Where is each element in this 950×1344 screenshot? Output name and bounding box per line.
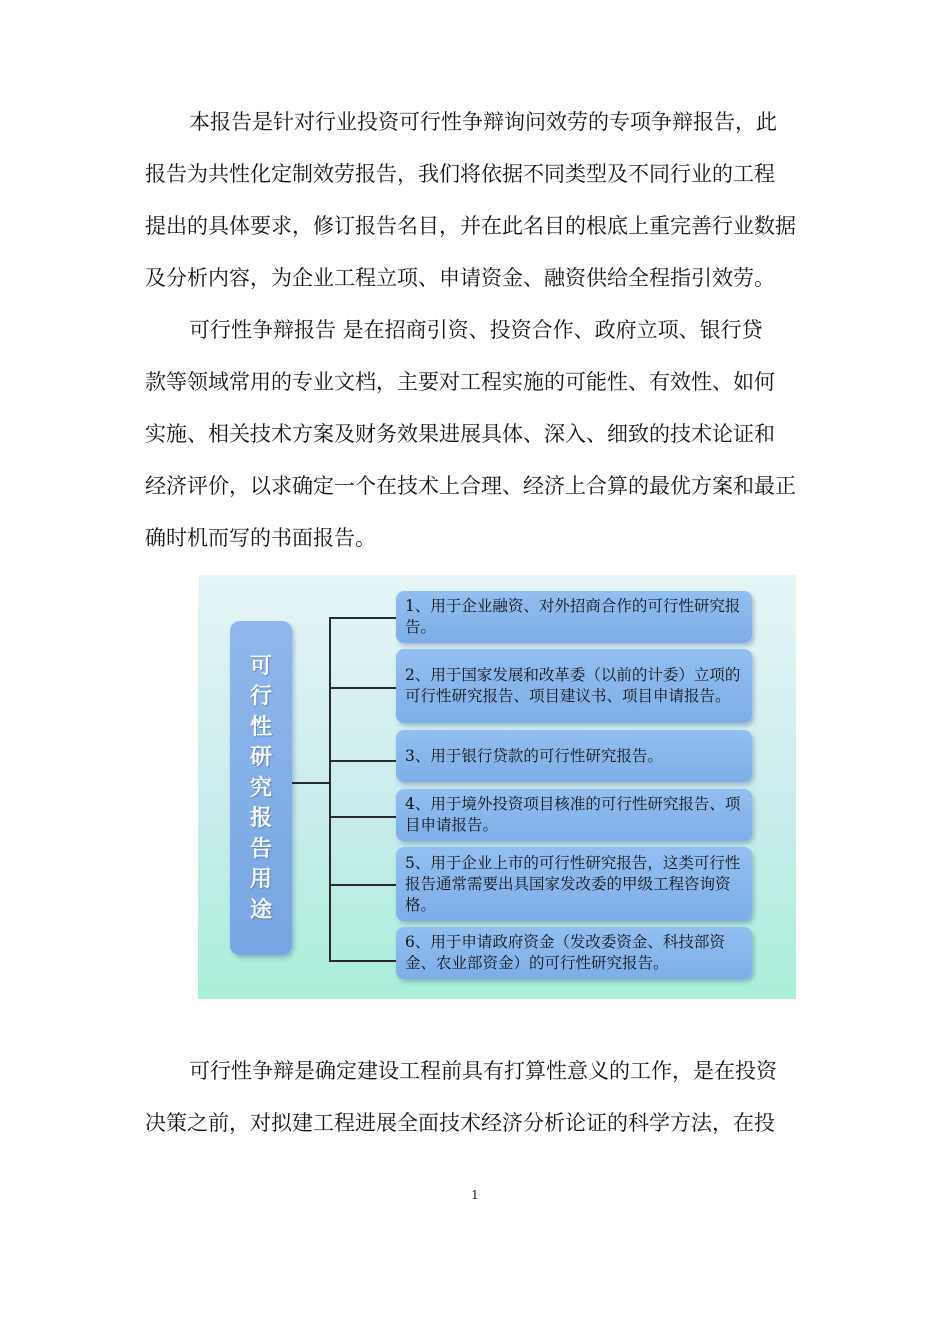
paragraph-1 bbox=[145, 96, 817, 304]
diagram-item-text: 4、用于境外投资项目核准的可行性研究报告、项目申请报告。 bbox=[405, 795, 741, 834]
vertical-label-char: 告 bbox=[249, 835, 272, 862]
diagram-item-text: 1、用于企业融资、对外招商合作的可行性研究报告。 bbox=[405, 597, 741, 636]
connector-branch bbox=[329, 760, 397, 762]
connector-branch bbox=[329, 960, 397, 962]
paragraph-1-line: 及分析内容，为企业工程立项、申请资金、融资供给全程指引效劳。 bbox=[145, 266, 775, 290]
paragraph-2-line: 款等领域常用的专业文档，主要对工程实施的可能性、有效性、如何 bbox=[145, 370, 775, 394]
connector-horizontal bbox=[292, 782, 330, 784]
connector-branch bbox=[329, 884, 397, 886]
vertical-label-char: 研 bbox=[249, 744, 272, 771]
diagram-item-3 bbox=[396, 730, 752, 782]
paragraph-1-line: 报告为共性化定制效劳报告，我们将依据不同类型及不同行业的工程 bbox=[145, 162, 775, 186]
diagram-item-5 bbox=[396, 847, 752, 921]
paragraph-3-line: 决策之前，对拟建工程进展全面技术经济分析论证的科学方法，在投 bbox=[145, 1111, 775, 1135]
diagram-vertical-label bbox=[230, 621, 292, 955]
paragraph-1-line: 本报告是针对行业投资可行性争辩询问效劳的专项争辩报告，此 bbox=[189, 110, 777, 134]
paragraph-2-line: 确时机而写的书面报告。 bbox=[145, 526, 376, 550]
vertical-label-char: 行 bbox=[249, 683, 272, 710]
paragraph-2-line: 实施、相关技术方案及财务效果进展具体、深入、细致的技术论证和 bbox=[145, 422, 775, 446]
diagram-item-text: 2、用于国家发展和改革委（以前的计委）立项的可行性研究报告、项目建议书、项目申请报告。 bbox=[405, 666, 741, 705]
diagram-item-1 bbox=[396, 591, 752, 643]
diagram-item-text: 5、用于企业上市的可行性研究报告，这类可行性报告通常需要出具国家发改委的甲级工程咨询资格。 bbox=[405, 853, 741, 914]
connector-vertical bbox=[329, 617, 331, 960]
diagram-item-2 bbox=[396, 649, 752, 723]
vertical-label-char: 究 bbox=[249, 774, 272, 801]
connector-branch bbox=[329, 816, 397, 818]
paragraph-2 bbox=[145, 304, 817, 564]
page-number: 1 bbox=[471, 1188, 479, 1202]
paragraph-2-line: 可行性争辩报告 是在招商引资、投资合作、政府立项、银行贷 bbox=[189, 318, 763, 342]
vertical-label-char: 性 bbox=[249, 713, 272, 740]
connector-branch bbox=[329, 687, 397, 689]
connector-branch bbox=[329, 617, 397, 619]
vertical-label-char: 可 bbox=[249, 652, 272, 679]
diagram-item-6 bbox=[396, 927, 752, 979]
vertical-label-char: 途 bbox=[249, 896, 272, 923]
vertical-label-char: 报 bbox=[249, 805, 272, 832]
paragraph-1-line: 提出的具体要求，修订报告名目，并在此名目的根底上重完善行业数据 bbox=[145, 214, 796, 238]
diagram-item-text: 3、用于银行贷款的可行性研究报告。 bbox=[405, 746, 663, 765]
diagram-item-4 bbox=[396, 789, 752, 841]
paragraph-3-line: 可行性争辩是确定建设工程前具有打算性意义的工作，是在投资 bbox=[189, 1059, 777, 1083]
diagram-item-text: 6、用于申请政府资金（发改委资金、科技部资金、农业部资金）的可行性研究报告。 bbox=[405, 933, 725, 972]
paragraph-3 bbox=[145, 1045, 817, 1149]
vertical-label-char: 用 bbox=[249, 866, 272, 893]
usage-diagram bbox=[198, 575, 796, 999]
paragraph-2-line: 经济评价，以求确定一个在技术上合理、经济上合算的最优方案和最正 bbox=[145, 474, 796, 498]
